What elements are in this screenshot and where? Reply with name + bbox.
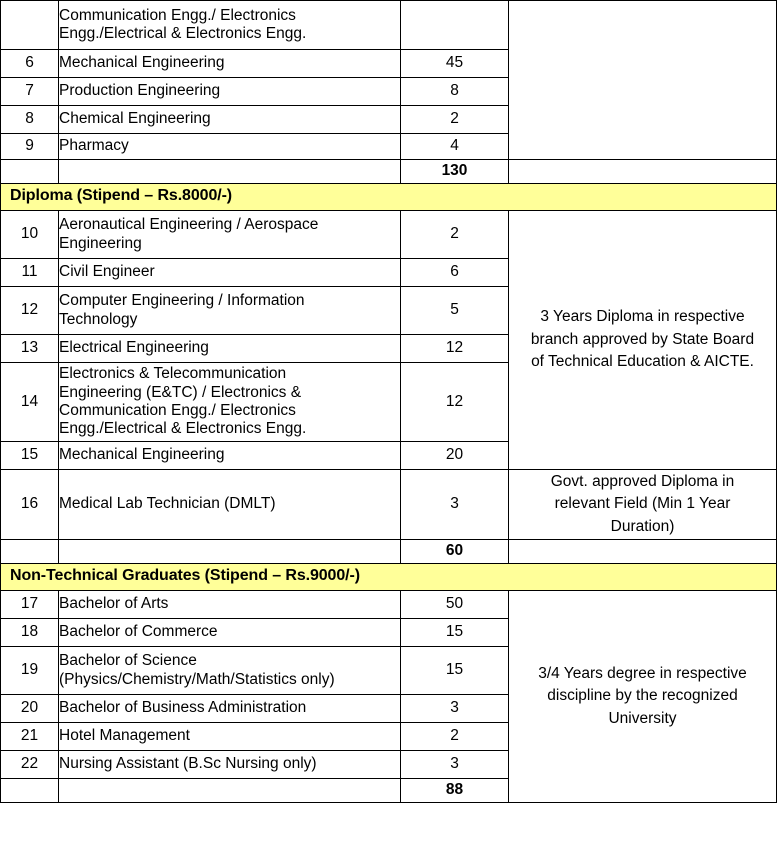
cell-sr-no: 11 — [1, 259, 59, 287]
cell-trade-name — [59, 1, 401, 50]
trade-name-line: Computer Engineering / Information — [59, 292, 305, 310]
cell-seat-count: 3 — [401, 695, 509, 723]
qualification-line: 3 Years Diploma in respective — [540, 308, 745, 326]
trade-name-line: Communication Engg./ Electronics — [59, 6, 296, 24]
cell-sr-no: 20 — [1, 695, 59, 723]
cell-sr-no — [1, 779, 59, 803]
cell-sr-no: 12 — [1, 287, 59, 335]
cell-sr-no — [1, 160, 59, 184]
cell-trade-name: Pharmacy — [59, 134, 401, 160]
cell-seat-count: 50 — [401, 591, 509, 619]
cell-trade-name — [59, 211, 401, 259]
cell-trade-name: Mechanical Engineering — [59, 50, 401, 78]
cell-sr-no: 17 — [1, 591, 59, 619]
cell-seat-count: 5 — [401, 287, 509, 335]
cell-sr-no: 15 — [1, 442, 59, 470]
section-header-diploma — [1, 184, 777, 211]
cell-qualification-blank — [509, 540, 777, 564]
cell-trade-name: Bachelor of Business Administration — [59, 695, 401, 723]
qualification-line: University — [608, 709, 677, 727]
cell-sr-no: 10 — [1, 211, 59, 259]
cell-sr-no: 16 — [1, 470, 59, 540]
qualification-line: Govt. approved Diploma in — [550, 472, 735, 490]
section-header-non-technical-graduates — [1, 564, 777, 591]
qualification-line: branch approved by State Board — [530, 330, 755, 348]
cell-seat-count: 20 — [401, 442, 509, 470]
table-row — [1, 591, 777, 619]
cell-qualification-blank — [509, 1, 777, 160]
cell-sr-no: 7 — [1, 78, 59, 106]
cell-trade-name: Bachelor of Commerce — [59, 619, 401, 647]
cell-trade-name: Electrical Engineering — [59, 335, 401, 363]
cell-trade-name — [59, 287, 401, 335]
cell-sr-no — [1, 1, 59, 50]
cell-qualification-diploma — [509, 211, 777, 470]
cell-sr-no: 14 — [1, 363, 59, 442]
table-row — [1, 211, 777, 259]
cell-seat-count: 3 — [401, 470, 509, 540]
cell-seat-count: 2 — [401, 106, 509, 134]
trade-name-line: Aeronautical Engineering / Aerospace — [59, 216, 319, 234]
cell-trade-name: Civil Engineer — [59, 259, 401, 287]
cell-seat-count: 15 — [401, 647, 509, 695]
cell-seat-count: 12 — [401, 335, 509, 363]
cell-trade-name: Bachelor of Arts — [59, 591, 401, 619]
cell-section-total: 60 — [401, 540, 509, 564]
cell-qualification-graduates — [509, 591, 777, 803]
cell-sr-no: 13 — [1, 335, 59, 363]
trade-name-line: Engineering (E&TC) / Electronics & — [59, 383, 302, 401]
trade-name-line: Engg./Electrical & Electronics Engg. — [59, 25, 307, 42]
table-row-subtotal — [1, 540, 777, 564]
qualification-line: of Technical Education & AICTE. — [531, 353, 754, 371]
section-header-label: Diploma (Stipend – Rs.8000/-) — [1, 184, 777, 211]
trade-name-line: Engg./Electrical & Electronics Engg. — [59, 420, 307, 438]
cell-sr-no: 19 — [1, 647, 59, 695]
cell-sr-no: 22 — [1, 751, 59, 779]
cell-trade-name — [59, 779, 401, 803]
table-row — [1, 470, 777, 540]
trade-name-line: Bachelor of Science — [59, 652, 197, 670]
table-row — [1, 1, 777, 50]
cell-seat-count: 45 — [401, 50, 509, 78]
qualification-line: relevant Field (Min 1 Year — [554, 495, 731, 513]
cell-sr-no — [1, 540, 59, 564]
cell-seat-count: 15 — [401, 619, 509, 647]
cell-trade-name: Hotel Management — [59, 723, 401, 751]
trade-name-line: Communication Engg./ Electronics — [59, 402, 296, 419]
cell-trade-name — [59, 160, 401, 184]
trade-name-line: Technology — [59, 310, 138, 328]
cell-seat-count: 8 — [401, 78, 509, 106]
cell-section-total: 130 — [401, 160, 509, 184]
cell-trade-name: Nursing Assistant (B.Sc Nursing only) — [59, 751, 401, 779]
cell-section-total: 88 — [401, 779, 509, 803]
qualification-line: 3/4 Years degree in respective — [538, 664, 747, 682]
cell-trade-name — [59, 540, 401, 564]
cell-trade-name — [59, 647, 401, 695]
cell-trade-name: Medical Lab Technician (DMLT) — [59, 470, 401, 540]
cell-trade-name: Production Engineering — [59, 78, 401, 106]
qualification-line: Duration) — [610, 517, 675, 535]
table-row-subtotal — [1, 160, 777, 184]
trade-name-line: (Physics/Chemistry/Math/Statistics only) — [59, 670, 335, 688]
cell-seat-count: 6 — [401, 259, 509, 287]
cell-seat-count — [401, 1, 509, 50]
trade-name-line: Engineering — [59, 234, 142, 252]
cell-qualification-dmlt — [509, 470, 777, 540]
cell-sr-no: 18 — [1, 619, 59, 647]
cell-seat-count: 4 — [401, 134, 509, 160]
section-header-label: Non-Technical Graduates (Stipend – Rs.9000/-) — [1, 564, 777, 591]
cell-trade-name — [59, 363, 401, 442]
cell-sr-no: 9 — [1, 134, 59, 160]
cell-trade-name: Chemical Engineering — [59, 106, 401, 134]
cell-sr-no: 6 — [1, 50, 59, 78]
cell-seat-count: 3 — [401, 751, 509, 779]
cell-qualification-blank — [509, 160, 777, 184]
cell-seat-count: 2 — [401, 723, 509, 751]
cell-trade-name: Mechanical Engineering — [59, 442, 401, 470]
cell-seat-count: 2 — [401, 211, 509, 259]
cell-sr-no: 8 — [1, 106, 59, 134]
cell-seat-count: 12 — [401, 363, 509, 442]
trade-name-line: Electronics & Telecommunication — [59, 365, 287, 383]
cell-sr-no: 21 — [1, 723, 59, 751]
qualification-line: discipline by the recognized — [547, 687, 738, 705]
